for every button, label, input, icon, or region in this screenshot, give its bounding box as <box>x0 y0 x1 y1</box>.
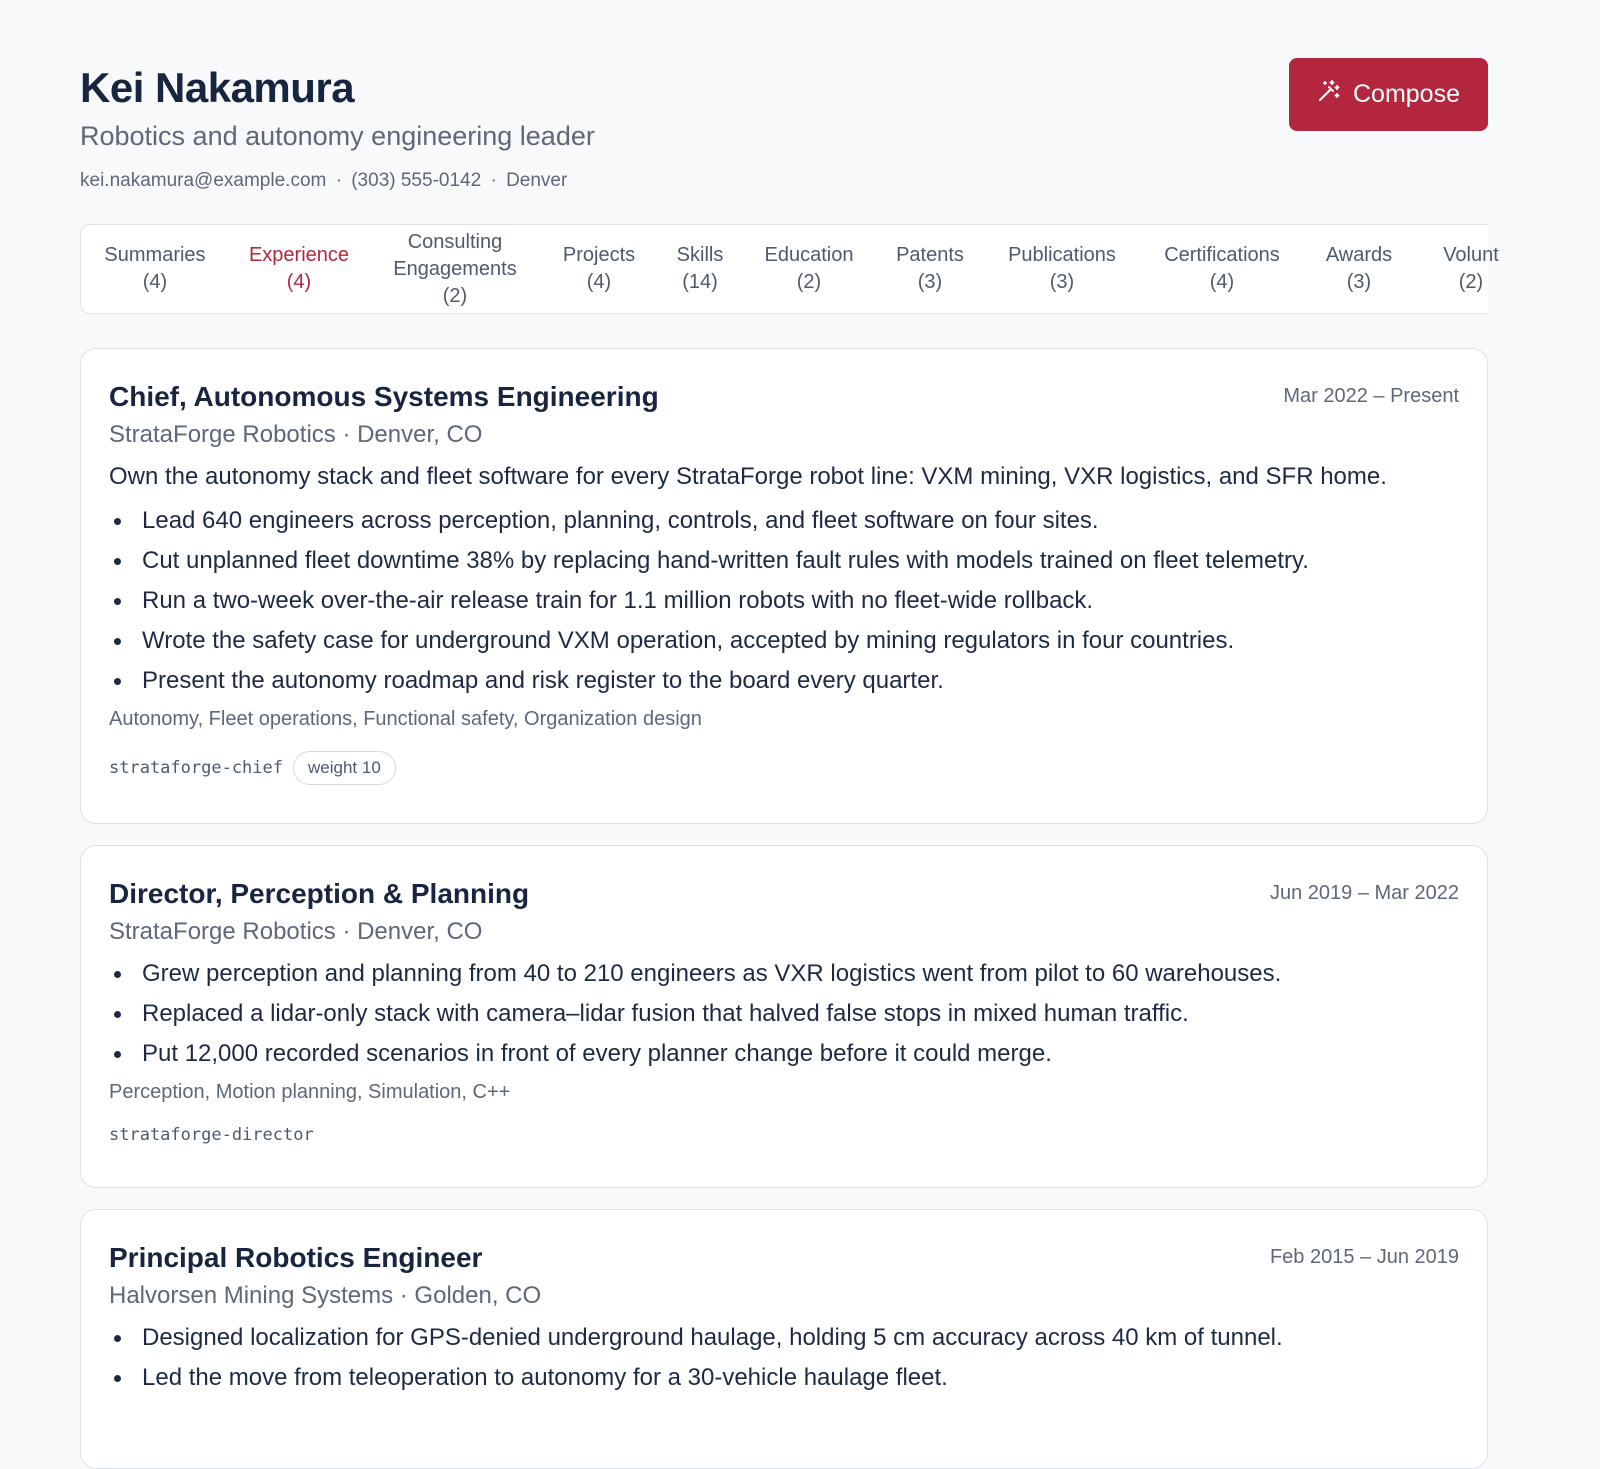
entry-meta <box>109 1118 1459 1152</box>
achievement-item: Wrote the safety case for underground VXM operation, accepted by mining regulators in four countries. <box>109 621 1459 661</box>
profile-name: Kei Nakamura <box>80 64 355 111</box>
weight-badge: weight 10 <box>293 751 396 785</box>
tab-volunteering[interactable]: Volunt (2) <box>1443 244 1499 293</box>
experience-card[interactable] <box>80 1209 1488 1469</box>
achievement-item: Designed localization for GPS-denied underground haulage, holding 5 cm accuracy across 40 km of tunnel. <box>109 1318 1459 1358</box>
role-summary: Own the autonomy stack and fleet software for every StrataForge robot line: VXM mining, VXR logistics, and SFR home. <box>109 463 1387 490</box>
achievement-list <box>109 501 1459 701</box>
experience-card[interactable] <box>80 348 1488 824</box>
section-tabs <box>80 224 1499 314</box>
company-location: StrataForge Robotics · Denver, CO <box>109 421 483 448</box>
profile-tagline: Robotics and autonomy engineering leader <box>80 121 595 151</box>
contact-phone: (303) 555-0142 <box>351 170 482 191</box>
achievement-item: Present the autonomy roadmap and risk register to the board every quarter. <box>109 661 1459 701</box>
compose-button[interactable] <box>1289 58 1488 131</box>
contact-city: Denver <box>506 170 568 191</box>
tab-experience[interactable]: Experience (4) <box>248 244 350 293</box>
tab-patents[interactable]: Patents (3) <box>896 244 964 293</box>
tab-skills[interactable]: Skills (14) <box>676 244 724 293</box>
achievement-item: Run a two-week over-the-air release train for 1.1 million robots with no fleet-wide rollback. <box>109 581 1459 621</box>
tab-awards[interactable]: Awards (3) <box>1325 244 1393 293</box>
experience-card[interactable] <box>80 845 1488 1188</box>
profile-contact <box>80 168 1520 194</box>
achievement-item: Put 12,000 recorded scenarios in front of every planner change before it could merge. <box>109 1034 1459 1074</box>
role-title: Chief, Autonomous Systems Engineering <box>109 381 659 412</box>
contact-separator: · <box>335 170 342 191</box>
entry-meta <box>109 751 1459 785</box>
achievement-item: Grew perception and planning from 40 to 210 engineers as VXR logistics went from pilot to 60 warehouses. <box>109 954 1459 994</box>
tab-projects[interactable]: Projects (4) <box>562 244 636 293</box>
achievement-item: Led the move from teleoperation to autonomy for a 30-vehicle haulage fleet. <box>109 1358 1459 1398</box>
skill-tags: Perception, Motion planning, Simulation, C++ <box>109 1081 511 1103</box>
contact-email: kei.nakamura@example.com <box>80 170 327 191</box>
role-title: Director, Perception & Planning <box>109 878 530 909</box>
tab-education[interactable]: Education (2) <box>764 244 854 293</box>
date-range: Feb 2015 – Jun 2019 <box>1269 1246 1459 1268</box>
magic-wand-icon <box>1317 79 1341 110</box>
company-location: Halvorsen Mining Systems · Golden, CO <box>109 1282 542 1309</box>
contact-separator: · <box>490 170 497 191</box>
tab-certifications[interactable]: Certifications (4) <box>1164 244 1280 293</box>
entry-slug: strataforge-chief <box>109 758 283 778</box>
company-location: StrataForge Robotics · Denver, CO <box>109 918 483 945</box>
entry-slug: strataforge-director <box>109 1125 314 1145</box>
tab-summaries[interactable]: Summaries (4) <box>104 244 206 293</box>
tab-publications[interactable]: Publications (3) <box>1008 244 1116 293</box>
skill-tags: Autonomy, Fleet operations, Functional safety, Organization design <box>109 708 702 730</box>
achievement-item: Lead 640 engineers across perception, planning, controls, and fleet software on four sites. <box>109 501 1459 541</box>
role-title: Principal Robotics Engineer <box>109 1242 483 1273</box>
achievement-list <box>109 1318 1459 1398</box>
tab-consulting-engagements[interactable]: Consulting Engagements (2) <box>393 230 517 307</box>
achievement-item: Cut unplanned fleet downtime 38% by replacing hand-written fault rules with models trained on fleet telemetry. <box>109 541 1459 581</box>
date-range: Mar 2022 – Present <box>1283 385 1459 407</box>
achievement-item: Replaced a lidar-only stack with camera–lidar fusion that halved false stops in mixed human traffic. <box>109 994 1459 1034</box>
achievement-list <box>109 954 1459 1074</box>
date-range: Jun 2019 – Mar 2022 <box>1269 882 1459 904</box>
compose-label: Compose <box>1353 80 1460 108</box>
